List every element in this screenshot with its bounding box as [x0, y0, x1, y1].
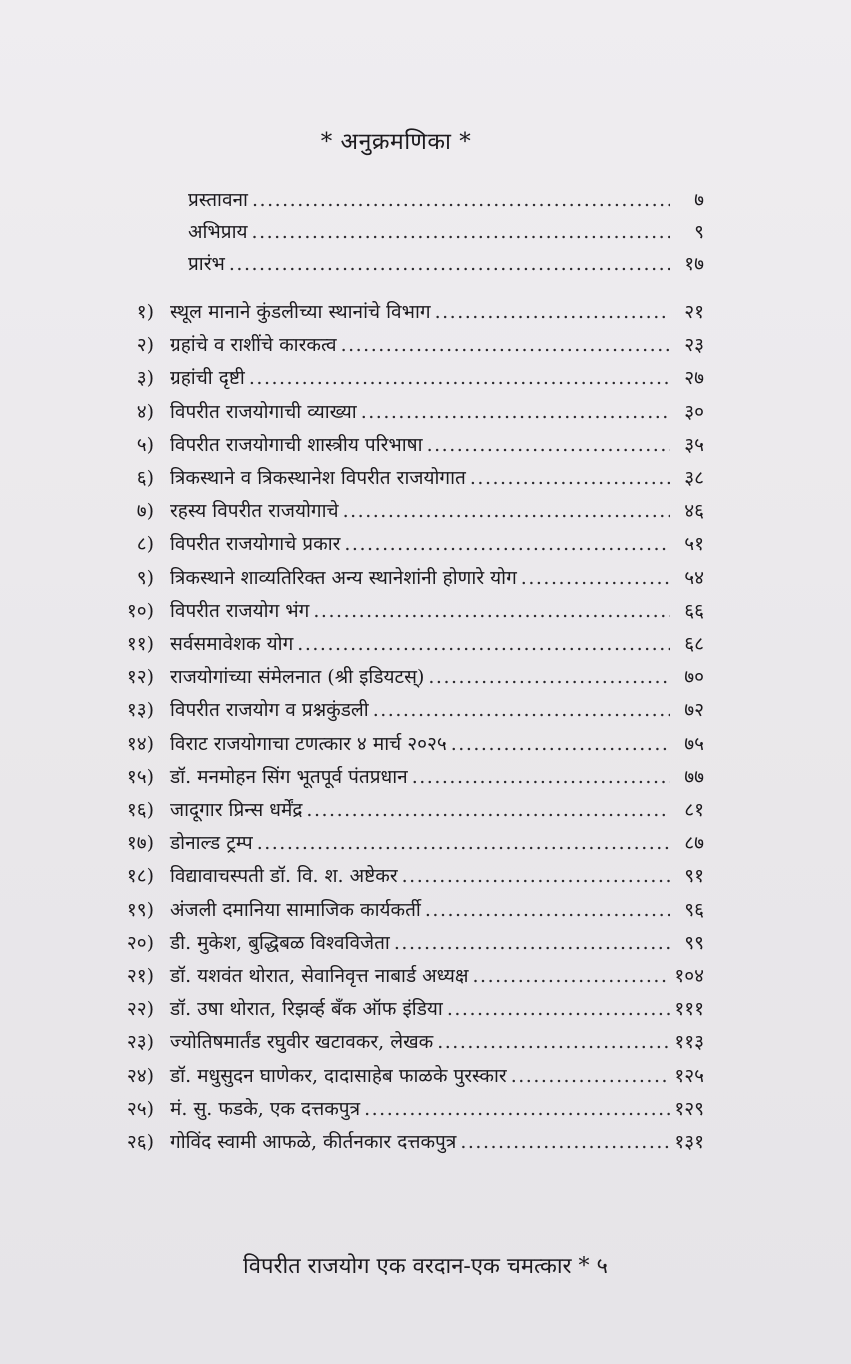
toc-entry-title: डॉ. मधुसुदन घाणेकर, दादासाहेब फाळके पुरस्कार [170, 1064, 507, 1087]
toc-row-chapter [0, 728, 851, 760]
toc-entry [170, 1126, 704, 1158]
toc-page-number: ६६ [684, 599, 704, 622]
dot-leader [472, 960, 670, 992]
toc-row-chapter [0, 894, 851, 926]
toc-row-chapter [0, 628, 851, 660]
toc-row-preface [0, 216, 851, 248]
dot-leader [412, 761, 670, 793]
toc-page-number: १३१ [674, 1131, 704, 1153]
toc-row-chapter [0, 661, 851, 693]
toc-row-preface [0, 184, 851, 216]
toc-entry [170, 794, 704, 826]
toc-page-number: ४६ [684, 500, 704, 523]
toc-entry-title: गोविंद स्वामी आफळे, कीर्तनकार दत्तकपुत्र [170, 1131, 457, 1153]
toc-entry [170, 528, 704, 560]
chapter-number: ६) [136, 467, 154, 489]
toc-entry-title: डी. मुकेश, बुद्धिबळ विश्वविजेता [170, 931, 390, 954]
dot-leader [521, 562, 670, 594]
toc-entry [170, 694, 704, 726]
toc-page-number: ९१ [684, 865, 704, 888]
toc-page-number: ५१ [684, 533, 704, 556]
dot-leader [402, 860, 670, 892]
chapter-number: १) [136, 301, 154, 323]
toc-entry-title: विराट राजयोगाचा टणत्कार ४ मार्च २०२५ [170, 732, 447, 755]
toc-entry [170, 1026, 704, 1058]
toc-row-chapter [0, 993, 851, 1025]
dot-leader [252, 216, 670, 248]
toc-row-chapter [0, 528, 851, 560]
toc-entry [170, 296, 704, 328]
chapter-number: १०) [126, 599, 154, 622]
chapter-number: ११) [126, 633, 154, 655]
chapter-number: २३) [126, 1031, 154, 1054]
toc-page-number: १०४ [674, 965, 704, 987]
chapter-number: १६) [126, 799, 154, 821]
dot-leader [229, 248, 670, 280]
toc-page-number: ९६ [684, 898, 704, 921]
dot-leader [447, 993, 670, 1025]
toc-row-chapter [0, 1126, 851, 1158]
toc-entry-title: सर्वसमावेशक योग [170, 633, 294, 655]
toc-page-number: ३० [684, 400, 704, 423]
toc-entry [170, 429, 704, 461]
toc-page-number: २१ [684, 301, 704, 323]
chapter-number: ७) [136, 500, 154, 523]
toc-page-number: ७२ [684, 699, 704, 722]
toc-page-number: ११३ [674, 1031, 704, 1054]
toc-row-chapter [0, 960, 851, 992]
toc-entry-title: त्रिकस्थाने व त्रिकस्थानेश विपरीत राजयोगात [170, 467, 466, 489]
toc-entry [170, 1060, 704, 1092]
toc-entry-title: प्रस्तावना [188, 189, 248, 211]
toc-page-number: ५४ [684, 566, 704, 589]
toc-entry [170, 562, 704, 594]
toc-entry-title: विपरीत राजयोगाचे प्रकार [170, 533, 341, 556]
toc-row-chapter [0, 827, 851, 859]
toc-entry-title: राजयोगांच्या संमेलनात (श्री इडियटस्) [170, 666, 425, 689]
toc-entry [170, 860, 704, 892]
chapter-number: २४) [126, 1064, 154, 1087]
dot-leader [343, 495, 670, 527]
toc-entry-title: विपरीत राजयोग व प्रश्नकुंडली [170, 699, 369, 722]
toc-row-preface [0, 248, 851, 280]
toc-entry [170, 495, 704, 527]
chapter-number: २०) [126, 931, 154, 954]
dot-leader [341, 329, 670, 361]
chapter-number: १९) [126, 898, 154, 921]
toc-page-number: ७५ [684, 732, 704, 755]
dot-leader [460, 1126, 670, 1158]
toc-entry-title: अभिप्राय [188, 221, 248, 243]
toc-row-chapter [0, 1060, 851, 1092]
chapter-number: १४) [126, 732, 154, 755]
toc-page-number: ९९ [684, 931, 704, 954]
toc-entry [188, 216, 704, 248]
toc-entry [170, 661, 704, 693]
toc-page-number: ३५ [684, 433, 704, 456]
dot-leader [425, 894, 670, 926]
toc-entry-title: विद्यावाचस्पती डॉ. वि. श. अष्टेकर [170, 865, 398, 888]
chapter-number: २६) [126, 1131, 154, 1153]
toc-page-number: १७ [684, 253, 704, 275]
toc-page-number: ७० [684, 666, 704, 689]
toc-page-number: १२५ [674, 1064, 704, 1087]
chapter-number: १२) [126, 666, 154, 689]
dot-leader [511, 1060, 670, 1092]
chapter-number: ४) [136, 400, 154, 423]
toc-entry-title: जादूगार प्रिन्स धर्मेंद्र [170, 799, 303, 821]
dot-leader [306, 794, 670, 826]
toc-entry-title: विपरीत राजयोग भंग [170, 599, 310, 622]
toc-entry-title: डोनाल्ड ट्रम्प [170, 832, 253, 855]
chapter-number: २१) [126, 965, 154, 987]
toc-entry [170, 462, 704, 494]
toc-row-chapter [0, 1093, 851, 1125]
toc-row-chapter [0, 495, 851, 527]
toc-entry-title: रहस्य विपरीत राजयोगाचे [170, 500, 339, 523]
toc-row-chapter [0, 794, 851, 826]
toc-row-chapter [0, 1026, 851, 1058]
toc-row-chapter [0, 429, 851, 461]
toc-entry-title: स्थूल मानाने कुंडलीच्या स्थानांचे विभाग [170, 301, 431, 323]
chapter-number: ८) [136, 533, 154, 556]
toc-entry-title: मं. सु. फडके, एक दत्तकपुत्र [170, 1097, 361, 1120]
chapter-number: ९) [136, 566, 154, 589]
toc-row-chapter [0, 296, 851, 328]
toc-row-chapter [0, 927, 851, 959]
toc-entry-title: ग्रहांची दृष्टी [170, 367, 245, 390]
chapter-number: १३) [126, 699, 154, 722]
toc-entry [170, 396, 704, 428]
dot-leader [313, 595, 670, 627]
toc-row-chapter [0, 362, 851, 394]
toc-page-number: ९ [694, 221, 704, 243]
toc-entry [170, 827, 704, 859]
toc-row-chapter [0, 462, 851, 494]
chapter-number: १८) [126, 865, 154, 888]
toc-entry [170, 1093, 704, 1125]
toc-entry-title: विपरीत राजयोगाची शास्त्रीय परिभाषा [170, 433, 423, 456]
chapter-number: ५) [136, 433, 154, 456]
toc-page-number: ७ [694, 189, 704, 211]
dot-leader [373, 694, 670, 726]
toc-entry [170, 993, 704, 1025]
toc-entry [170, 927, 704, 959]
toc-row-chapter [0, 595, 851, 627]
dot-leader [394, 927, 670, 959]
toc-page-number: ३८ [684, 467, 704, 489]
dot-leader [361, 396, 670, 428]
dot-leader [257, 827, 670, 859]
toc-entry-title: अंजली दमानिया सामाजिक कार्यकर्ती [170, 898, 421, 921]
page-footer: विपरीत राजयोग एक वरदान-एक चमत्कार * ५ [243, 1254, 608, 1279]
toc-entry-title: त्रिकस्थाने शाव्यतिरिक्त अन्य स्थानेशांनी होणारे योग [170, 566, 517, 589]
toc-page-number: २७ [684, 367, 704, 390]
toc-row-chapter [0, 329, 851, 361]
toc-entry-title: ग्रहांचे व राशींचे कारकत्व [170, 334, 337, 357]
dot-leader [249, 362, 670, 394]
toc-row-chapter [0, 396, 851, 428]
toc-page-number: ८१ [684, 799, 704, 821]
dot-leader [435, 296, 670, 328]
chapter-number: २५) [126, 1097, 154, 1120]
toc-entry [170, 761, 704, 793]
dot-leader [364, 1093, 670, 1125]
dot-leader [427, 429, 670, 461]
chapter-number: ३) [136, 367, 154, 390]
toc-entry-title: विपरीत राजयोगाची व्याख्या [170, 400, 357, 423]
toc-row-chapter [0, 562, 851, 594]
toc-entry [170, 960, 704, 992]
toc-entry-title: डॉ. उषा थोरात, रिझर्व्ह बँक ऑफ इंडिया [170, 998, 443, 1021]
toc-page-number: ८७ [684, 832, 704, 855]
toc-entry-title: ज्योतिषमार्तंड रघुवीर खटावकर, लेखक [170, 1031, 434, 1054]
toc-page-number: १२९ [674, 1097, 704, 1120]
dot-leader [437, 1026, 670, 1058]
toc-entry-title: डॉ. मनमोहन सिंग भूतपूर्व पंतप्रधान [170, 765, 408, 788]
toc-page-number: ७७ [684, 765, 704, 788]
toc-page-number: २३ [684, 334, 704, 357]
toc-page-number: १११ [674, 998, 704, 1021]
toc-entry [170, 894, 704, 926]
toc-entry [188, 248, 704, 280]
toc-entry [170, 329, 704, 361]
dot-leader [344, 528, 670, 560]
toc-page-number: ६८ [684, 633, 704, 655]
toc-entry-title: प्रारंभ [188, 253, 225, 275]
toc-entry [170, 728, 704, 760]
chapter-number: २) [136, 334, 154, 357]
chapter-number: १७) [126, 832, 154, 855]
dot-leader [297, 628, 670, 660]
toc-row-chapter [0, 761, 851, 793]
toc-entry-title: डॉ. यशवंत थोरात, सेवानिवृत्त नाबार्ड अध्यक्ष [170, 965, 469, 987]
toc-row-chapter [0, 860, 851, 892]
dot-leader [470, 462, 670, 494]
page-title: * अनुक्रमणिका * [320, 129, 472, 155]
dot-leader [428, 661, 670, 693]
dot-leader [252, 184, 670, 216]
toc-entry [170, 628, 704, 660]
chapter-number: १५) [126, 765, 154, 788]
toc-entry [170, 362, 704, 394]
chapter-number: २२) [126, 998, 154, 1021]
toc-row-chapter [0, 694, 851, 726]
toc-entry [170, 595, 704, 627]
toc-entry [188, 184, 704, 216]
dot-leader [451, 728, 670, 760]
